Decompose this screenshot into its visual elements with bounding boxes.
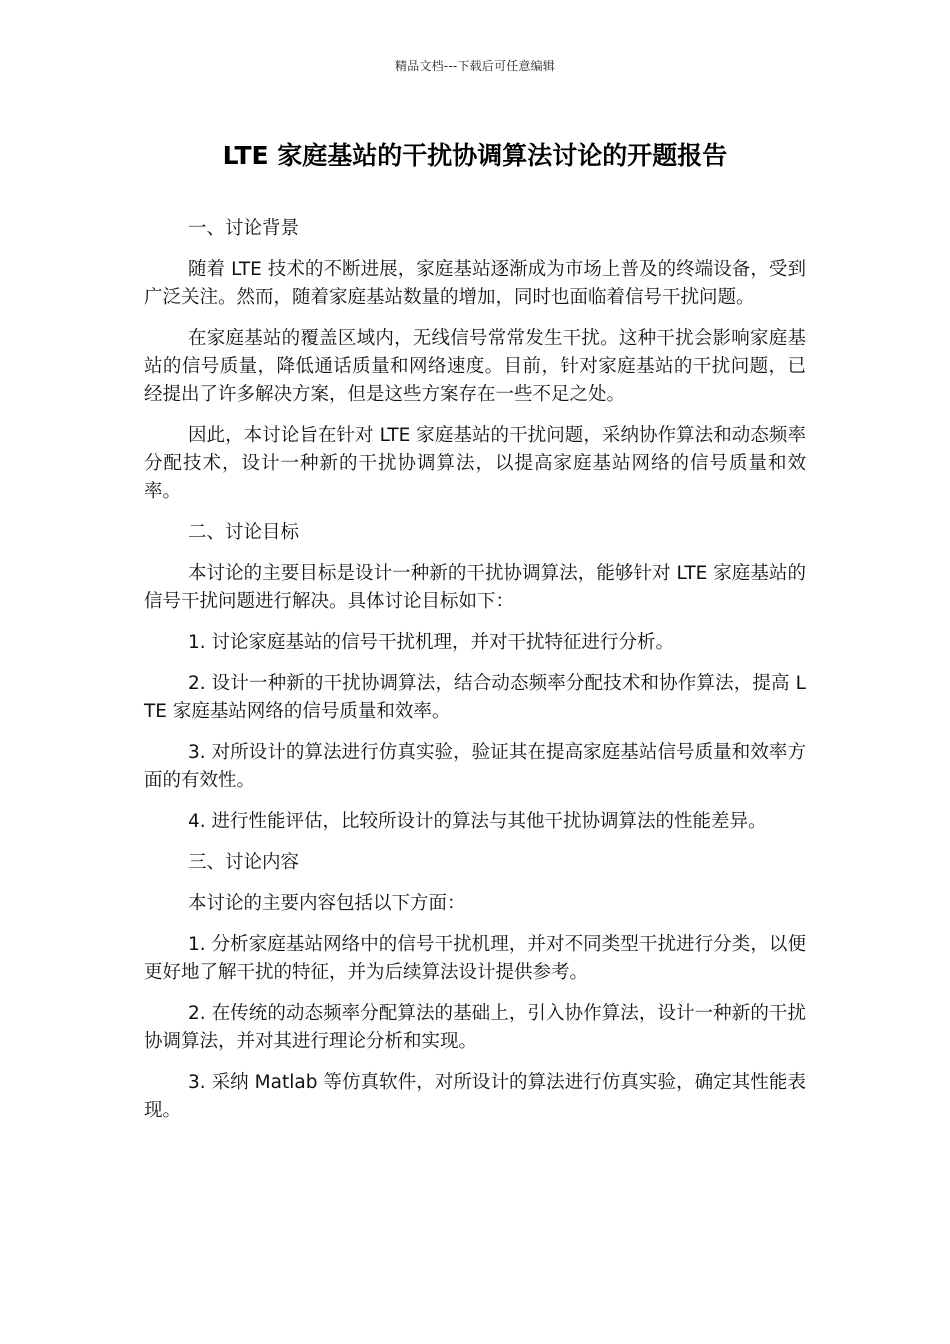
list-item: 4. 进行性能评估，比较所设计的算法与其他干扰协调算法的性能差异。	[188, 811, 767, 832]
list-item: 2. 设计一种新的干扰协调算法，结合动态频率分配技术和协作算法，提高 LTE 家庭基站网络的信号质量和效率。	[144, 673, 806, 722]
paragraph: 随着 LTE 技术的不断进展，家庭基站逐渐成为市场上普及的终端设备，受到广泛关注。然而，随着家庭基站数量的增加，同时也面临着信号干扰问题。	[144, 259, 806, 308]
list-item: 1. 讨论家庭基站的信号干扰机理，并对干扰特征进行分析。	[188, 632, 675, 653]
header-note: 精品文档---下载后可任意编辑	[395, 59, 555, 73]
paragraph: 本讨论的主要内容包括以下方面：	[188, 893, 466, 914]
list-item: 2. 在传统的动态频率分配算法的基础上，引入协作算法，设计一种新的干扰协调算法，并对其进行理论分析和实现。	[144, 1003, 806, 1052]
section-heading-goals: 二、讨论目标	[188, 522, 300, 543]
paragraph: 本讨论的主要目标是设计一种新的干扰协调算法，能够针对 LTE 家庭基站的信号干扰问题进行解决。具体讨论目标如下：	[144, 563, 806, 612]
list-item: 3. 对所设计的算法进行仿真实验，验证其在提高家庭基站信号质量和效率方面的有效性。	[144, 742, 806, 791]
paragraph: 因此，本讨论旨在针对 LTE 家庭基站的干扰问题，采纳协作算法和动态频率分配技术，设计一种新的干扰协调算法，以提高家庭基站网络的信号质量和效率。	[144, 425, 806, 502]
list-item: 1. 分析家庭基站网络中的信号干扰机理，并对不同类型干扰进行分类，以便更好地了解干扰的特征，并为后续算法设计提供参考。	[144, 934, 806, 983]
section-heading-background: 一、讨论背景	[188, 218, 300, 239]
section-heading-content: 三、讨论内容	[188, 852, 300, 873]
list-item: 3. 采纳 Matlab 等仿真软件，对所设计的算法进行仿真实验，确定其性能表现。	[144, 1072, 806, 1121]
document-title: LTE 家庭基站的干扰协调算法讨论的开题报告	[222, 141, 728, 170]
document-body	[144, 215, 806, 1138]
paragraph: 在家庭基站的覆盖区域内，无线信号常常发生干扰。这种干扰会影响家庭基站的信号质量，降低通话质量和网络速度。目前，针对家庭基站的干扰问题，已经提出了许多解决方案，但是这些方案存在一些不足之处。	[144, 328, 806, 405]
